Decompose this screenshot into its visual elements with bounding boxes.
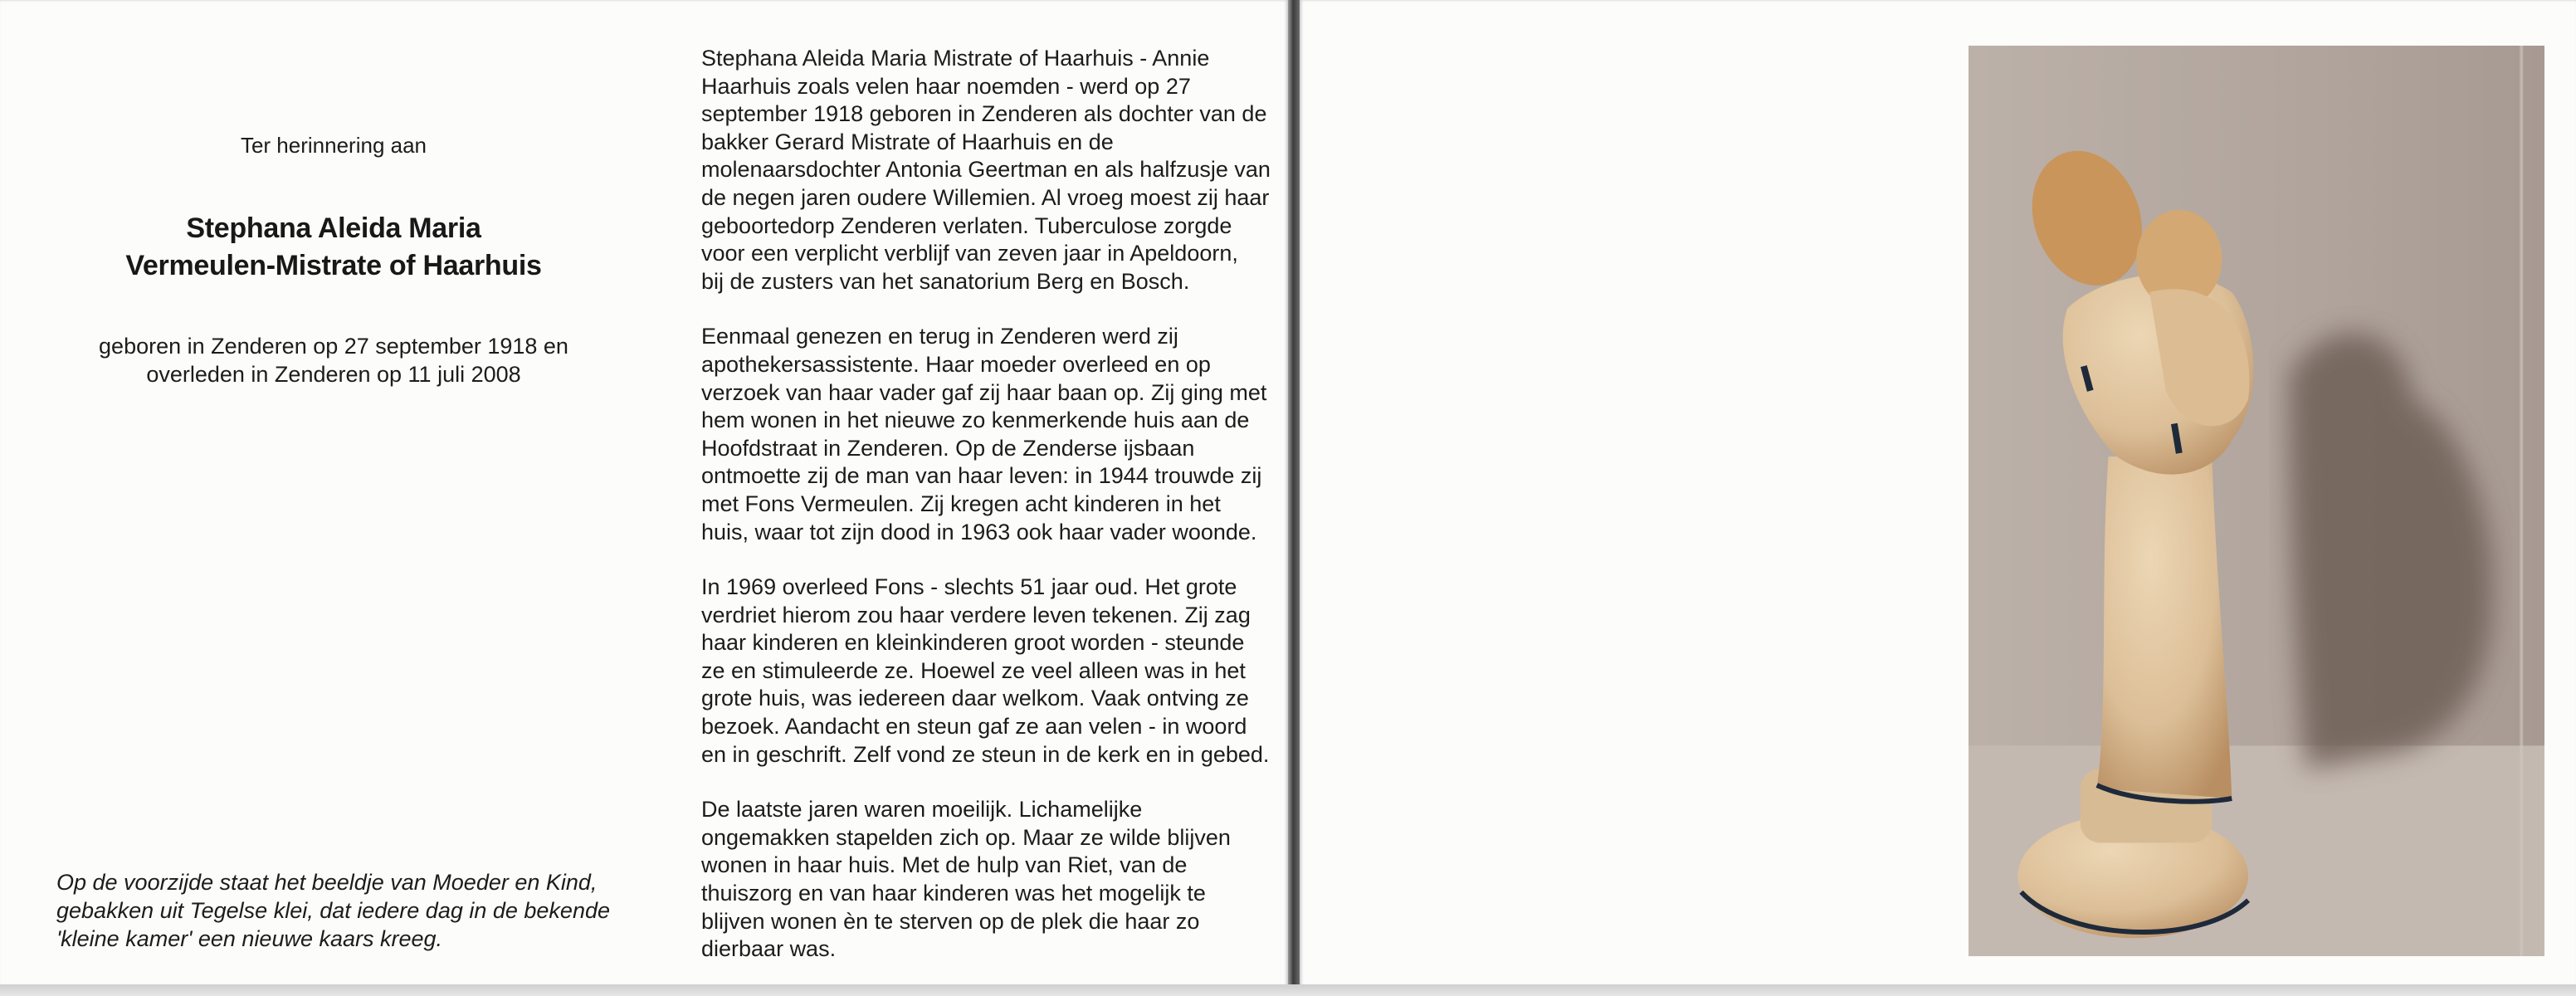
caption-line: 'kleine kamer' een nieuwe kaars kreeg. [56, 926, 443, 951]
biography-line: bij de zusters van het sanatorium Berg en Bosch. [701, 268, 1190, 294]
card-fold [1288, 0, 1300, 996]
card-bottom-edge [0, 984, 2576, 996]
biography-text [701, 45, 1274, 991]
biography-line: bakker Gerard Mistrate of Haarhuis en de [701, 129, 1114, 154]
biography-line: Haarhuis zoals velen haar noemden - werd op 27 [701, 73, 1191, 99]
biography-paragraph [701, 574, 1274, 769]
intro-text: Ter herinnering aan [240, 133, 427, 158]
biography-line: bezoek. Aandacht en steun gaf ze aan velen - in woord [701, 714, 1247, 740]
biography-line: ze en stimuleerde ze. Hoewel ze veel alleen was in het [701, 657, 1246, 683]
biography-line: verdriet hierom zou haar verdere leven tekenen. Zij zag [701, 602, 1251, 627]
deceased-name-line2: Vermeulen-Mistrate of Haarhuis [125, 250, 542, 281]
biography-line: en in geschrift. Zelf vond ze steun in de kerk en in gebed. [701, 741, 1270, 767]
biography-line: huis, waar tot zijn dood in 1963 ook haar vader woonde. [701, 519, 1257, 544]
birth-text: geboren in Zenderen op 27 september 1918 en [99, 334, 568, 359]
statue-photo [1969, 46, 2544, 956]
memorial-card-inside-left [0, 0, 1288, 986]
biography-paragraph [701, 45, 1274, 295]
caption-line: gebakken uit Tegelse klei, dat iedere dag in de bekende [56, 898, 610, 923]
biography-line: met Fons Vermeulen. Zij kregen acht kinderen in het [701, 491, 1221, 516]
biography-line: geboortedorp Zenderen verlaten. Tuberculose zorgde [701, 212, 1232, 238]
biography-line: Eenmaal genezen en terug in Zenderen werd zij [701, 324, 1178, 349]
biography-line: blijven wonen èn te sterven op de plek die haar zo [701, 908, 1200, 934]
biography-line: september 1918 geboren in Zenderen als dochter van de [701, 101, 1267, 127]
biography-line: Hoofdstraat in Zenderen. Op de Zenderse ijsbaan [701, 435, 1195, 461]
biography-line: Stephana Aleida Maria Mistrate of Haarhuis - Annie [701, 46, 1210, 71]
biography-line: voor een verplicht verblijf van zeven jaar in Apeldoorn, [701, 241, 1238, 266]
deceased-name-line1: Stephana Aleida Maria [186, 212, 481, 244]
biography-line: De laatste jaren waren moeilijk. Lichamelijke [701, 797, 1143, 823]
death-text: overleden in Zenderen op 11 juli 2008 [146, 362, 521, 387]
biography-line: ongemakken stapelden zich op. Maar ze wilde blijven [701, 824, 1231, 850]
biography-line: In 1969 overleed Fons - slechts 51 jaar oud. Het grote [701, 574, 1237, 600]
caption-line: Op de voorzijde staat het beeldje van Moeder en Kind, [56, 870, 598, 895]
biography-line: de negen jaren oudere Willemien. Al vroeg moest zij haar [701, 184, 1270, 210]
biography-line: dierbaar was. [701, 936, 837, 962]
biography-line: haar kinderen en kleinkinderen groot worden - steunde [701, 630, 1245, 656]
biography-line: grote huis, was iedereen daar welkom. Vaak ontving ze [701, 686, 1249, 711]
biography-line: hem wonen in het nieuwe zo kenmerkende huis aan de [701, 408, 1250, 433]
biography-line: wonen in haar huis. Met de hulp van Riet, van de [701, 852, 1188, 878]
biography-line: apothekersassistente. Haar moeder overleed en op [701, 351, 1211, 377]
biography-line: ontmoette zij de man van haar leven: in 1944 trouwde zij [701, 463, 1262, 489]
biography-paragraph [701, 796, 1274, 964]
biography-line: thuiszorg en van haar kinderen was het mogelijk te [701, 881, 1206, 906]
statue-robe [2097, 456, 2232, 798]
biography-line: verzoek van haar vader gaf zij haar baan op. Zij ging met [701, 379, 1267, 405]
biography-line: molenaarsdochter Antonia Geertman en als halfzusje van [701, 157, 1271, 183]
biography-paragraph [701, 323, 1274, 546]
